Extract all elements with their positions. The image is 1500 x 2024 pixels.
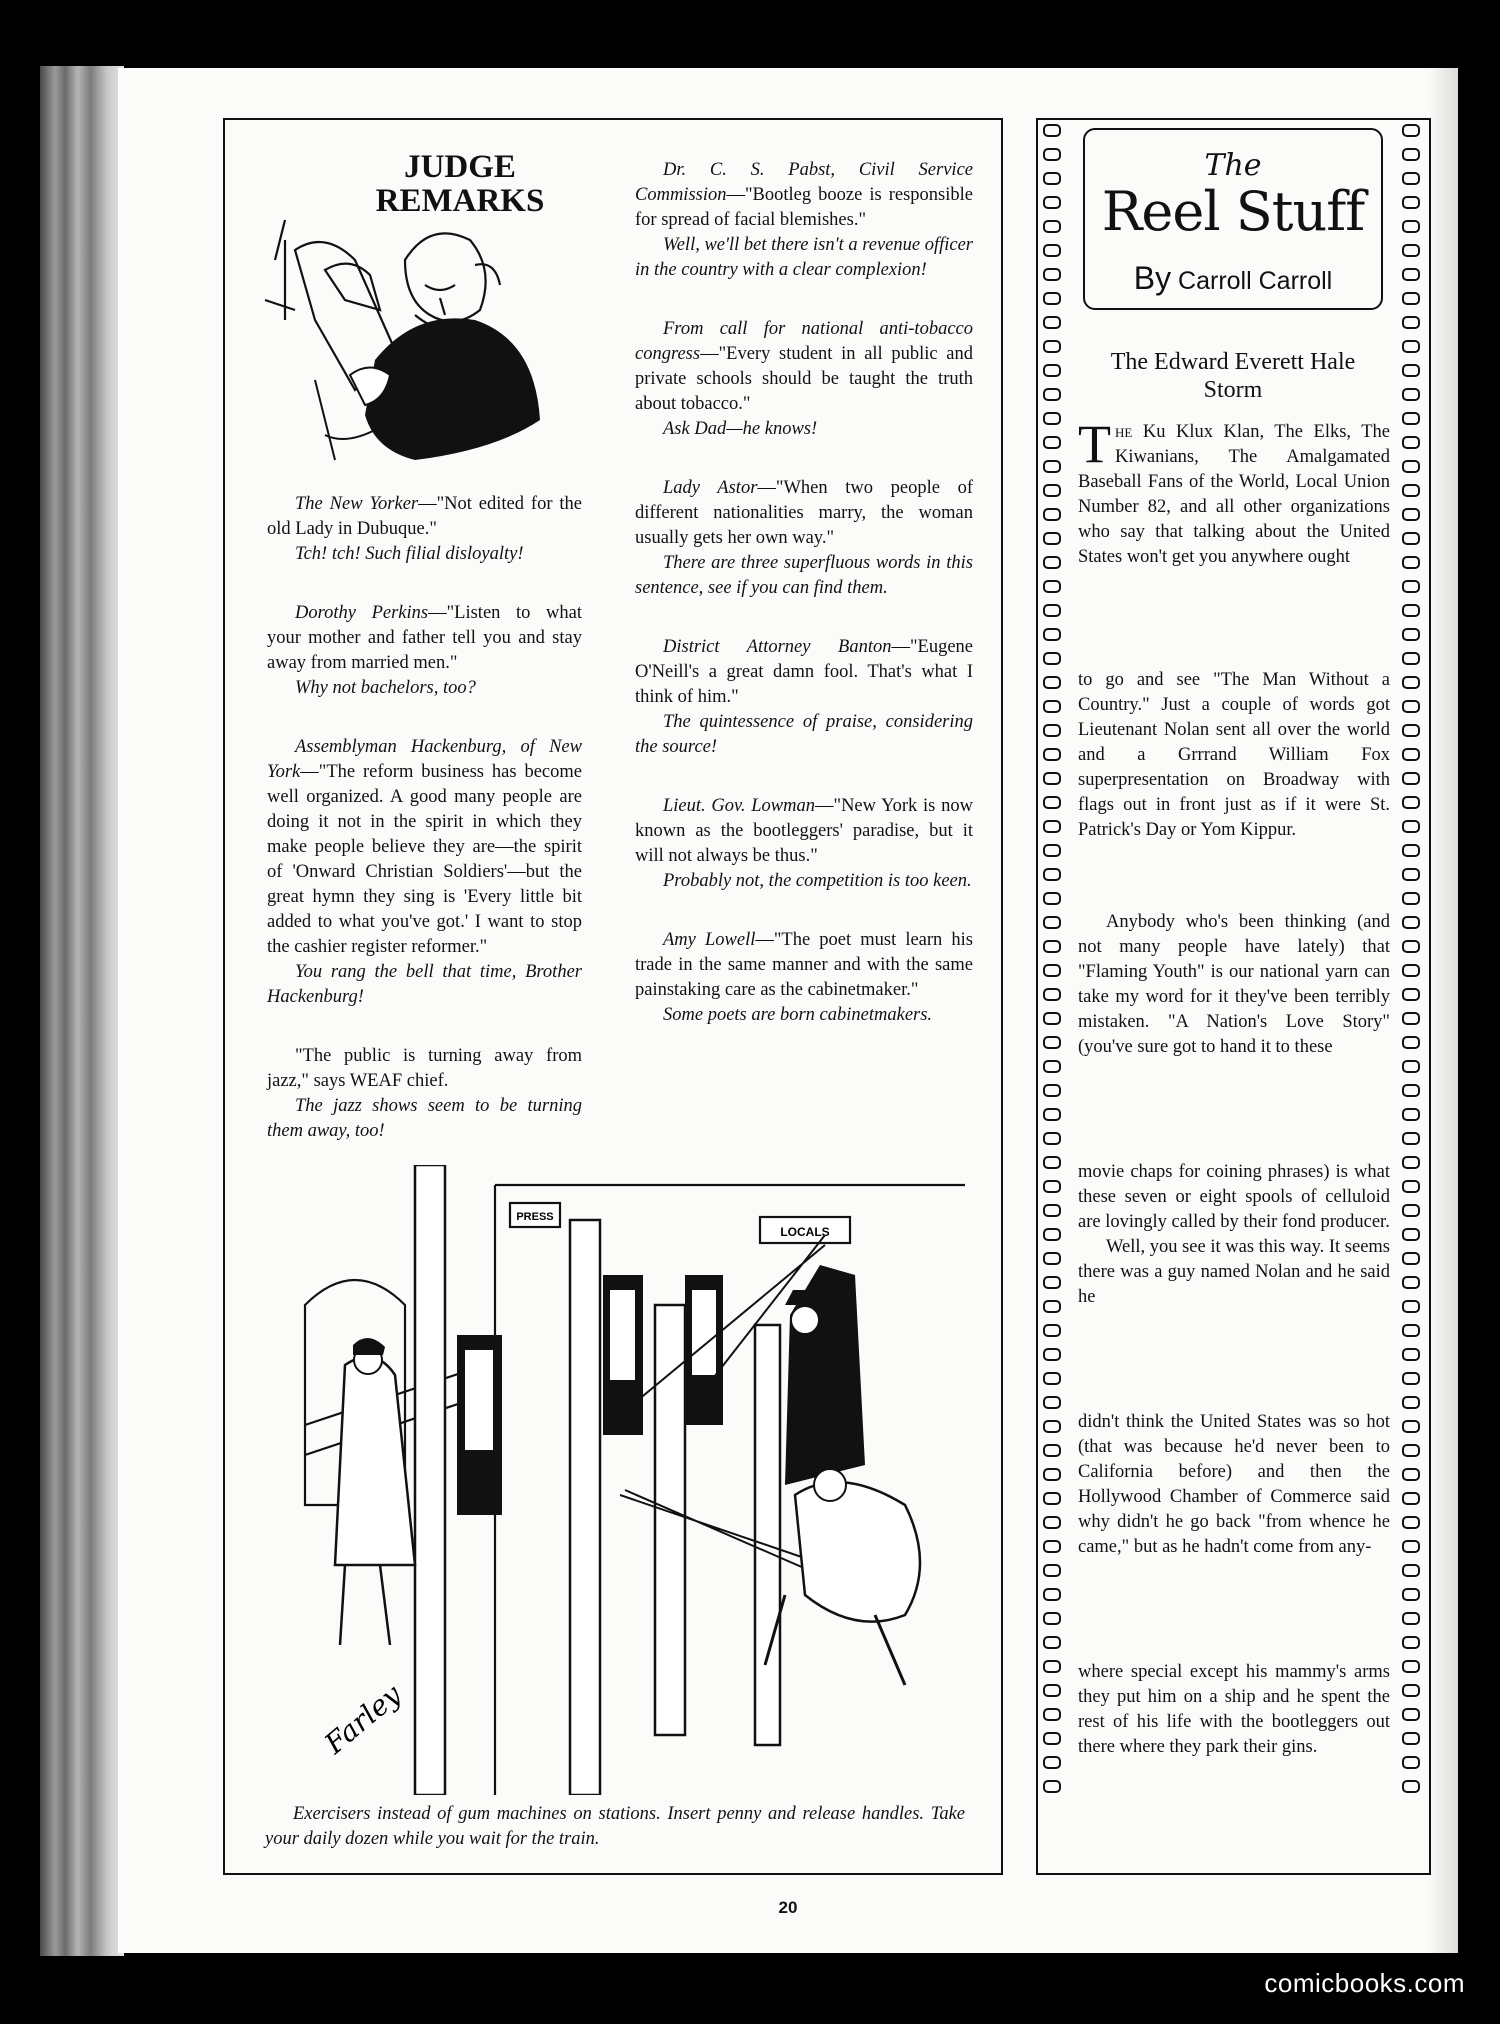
sprocket-hole xyxy=(1402,700,1420,713)
sprocket-hole xyxy=(1043,652,1061,665)
sprocket-hole xyxy=(1402,1228,1420,1241)
sprocket-hole xyxy=(1402,1396,1420,1409)
newspaper-reader-illustration xyxy=(255,200,555,480)
subway-exerciser-cartoon xyxy=(265,1165,965,1795)
sprocket-hole xyxy=(1402,868,1420,881)
sprocket-hole xyxy=(1043,556,1061,569)
sprocket-hole xyxy=(1402,508,1420,521)
sprocket-hole xyxy=(1402,316,1420,329)
remarks-column-1 xyxy=(267,492,582,1178)
sprocket-hole xyxy=(1402,1636,1420,1649)
sprocket-hole xyxy=(1402,1564,1420,1577)
sprocket-hole xyxy=(1043,964,1061,977)
article-block-2: to go and see "The Man Without a Country." Just a couple of words got Lieutenant Nolan sent all over the world and a Grrrand William Fox superpresentation on Broadway with flags out in front just as if it were St. Patrick's Day or Yom Kippur. xyxy=(1078,670,1390,840)
film-sprocket-holes-left xyxy=(1043,124,1065,1804)
sprocket-hole xyxy=(1043,1756,1061,1769)
sprocket-hole xyxy=(1402,1180,1420,1193)
sprocket-hole xyxy=(1402,1612,1420,1625)
remark-item: From call for national anti-tobacco congress—"Every student in all public and private schools should be taught the truth about tobacco." Ask Dad—he knows! xyxy=(635,319,973,439)
sprocket-hole xyxy=(1402,1204,1420,1217)
sprocket-hole xyxy=(1043,1684,1061,1697)
sprocket-hole xyxy=(1402,1108,1420,1121)
sprocket-hole xyxy=(1043,1204,1061,1217)
reel-stuff-box xyxy=(1036,118,1431,1875)
remark-item: Amy Lowell—"The poet must learn his trade in the same manner and with the same painstaking care as the cabinetmaker." Some poets are born cabinetmakers. xyxy=(635,930,973,1025)
sprocket-hole xyxy=(1043,1228,1061,1241)
sprocket-hole xyxy=(1402,748,1420,761)
remark-item: The New Yorker—"Not edited for the old Lady in Dubuque." Tch! tch! Such filial disloyalty! xyxy=(267,494,582,564)
sprocket-hole xyxy=(1402,220,1420,233)
sprocket-hole xyxy=(1043,196,1061,209)
sprocket-hole xyxy=(1402,532,1420,545)
sprocket-hole xyxy=(1402,148,1420,161)
sprocket-hole xyxy=(1402,1708,1420,1721)
sprocket-hole xyxy=(1402,652,1420,665)
sprocket-hole xyxy=(1402,1252,1420,1265)
sprocket-hole xyxy=(1402,1060,1420,1073)
sprocket-hole xyxy=(1043,148,1061,161)
sprocket-hole xyxy=(1043,412,1061,425)
sprocket-hole xyxy=(1402,1444,1420,1457)
sprocket-hole xyxy=(1402,364,1420,377)
sprocket-hole xyxy=(1043,1012,1061,1025)
author-name: Carroll Carroll xyxy=(1178,267,1333,295)
sprocket-hole xyxy=(1402,412,1420,425)
sprocket-hole xyxy=(1402,1588,1420,1601)
sprocket-hole xyxy=(1043,124,1061,137)
sprocket-hole xyxy=(1043,508,1061,521)
sprocket-hole xyxy=(1043,1516,1061,1529)
article-block-5: didn't think the United States was so hot (that was because he'd never been to California before) and then the Hollywood Chamber of Commerce said why didn't he go back "from whence he came," but as he hadn't come from any- xyxy=(1078,1412,1390,1557)
film-sprocket-holes-right xyxy=(1402,124,1424,1804)
sprocket-hole xyxy=(1043,628,1061,641)
sprocket-hole xyxy=(1043,772,1061,785)
sprocket-hole xyxy=(1402,436,1420,449)
remark-item: Lieut. Gov. Lowman—"New York is now known as the bootleggers' paradise, but it will not always be thus." Probably not, the competition is too keen. xyxy=(635,796,973,891)
sprocket-hole xyxy=(1402,1036,1420,1049)
sprocket-hole xyxy=(1043,724,1061,737)
sprocket-hole xyxy=(1402,1276,1420,1289)
sprocket-hole xyxy=(1402,772,1420,785)
sprocket-hole xyxy=(1402,676,1420,689)
judge-remarks-masthead: JUDGE REMARKS xyxy=(375,149,545,219)
sprocket-hole xyxy=(1402,460,1420,473)
sprocket-hole xyxy=(1402,964,1420,977)
sprocket-hole xyxy=(1402,580,1420,593)
sprocket-hole xyxy=(1402,1780,1420,1793)
sprocket-hole xyxy=(1043,580,1061,593)
sprocket-hole xyxy=(1402,1516,1420,1529)
sprocket-hole xyxy=(1402,1492,1420,1505)
sprocket-hole xyxy=(1043,244,1061,257)
sprocket-hole xyxy=(1043,268,1061,281)
article-block-3: Anybody who's been thinking (and not many people have lately) that "Flaming Youth" is our national yarn can take my word for it they've been terribly mistaken. "A Nation's Love Story" (you've sure got to hand it to these xyxy=(1078,912,1390,1057)
sprocket-hole xyxy=(1043,1348,1061,1361)
sprocket-hole xyxy=(1402,556,1420,569)
sprocket-hole xyxy=(1043,1588,1061,1601)
artist-signature: Farley xyxy=(318,1677,408,1761)
sprocket-hole xyxy=(1402,1420,1420,1433)
sprocket-hole xyxy=(1402,724,1420,737)
sprocket-hole xyxy=(1402,940,1420,953)
sprocket-hole xyxy=(1043,1180,1061,1193)
sprocket-hole xyxy=(1402,916,1420,929)
page-number: 20 xyxy=(778,1898,798,1917)
sprocket-hole xyxy=(1043,844,1061,857)
sprocket-hole xyxy=(1402,844,1420,857)
sprocket-hole xyxy=(1043,1780,1061,1793)
sprocket-hole xyxy=(1043,676,1061,689)
sprocket-hole xyxy=(1043,1060,1061,1073)
sprocket-hole xyxy=(1043,1084,1061,1097)
sprocket-hole xyxy=(1043,484,1061,497)
sprocket-hole xyxy=(1402,1756,1420,1769)
sprocket-hole xyxy=(1043,364,1061,377)
sprocket-hole xyxy=(1402,988,1420,1001)
sprocket-hole xyxy=(1043,172,1061,185)
byline: By Carroll Carroll xyxy=(1133,260,1333,296)
press-sign: PRESS xyxy=(516,1211,554,1223)
sprocket-hole xyxy=(1402,1540,1420,1553)
sprocket-hole xyxy=(1402,796,1420,809)
sprocket-hole xyxy=(1402,172,1420,185)
sprocket-hole xyxy=(1043,604,1061,617)
sprocket-hole xyxy=(1043,1036,1061,1049)
sprocket-hole xyxy=(1043,748,1061,761)
judge-remarks-box xyxy=(223,118,1003,1875)
sprocket-hole xyxy=(1043,1468,1061,1481)
sprocket-hole xyxy=(1043,916,1061,929)
sprocket-hole xyxy=(1043,532,1061,545)
remark-item: District Attorney Banton—"Eugene O'Neill's a great damn fool. That's what I think of him." The quintessence of praise, considering the source! xyxy=(635,637,973,757)
article-block-6: where special except his mammy's arms they put him on a ship and he spent the rest of his life with the bootleggers out there where they park their gins. xyxy=(1078,1662,1390,1757)
sprocket-hole xyxy=(1043,1612,1061,1625)
sprocket-hole xyxy=(1402,1132,1420,1145)
sprocket-hole xyxy=(1043,220,1061,233)
sprocket-hole xyxy=(1043,892,1061,905)
sprocket-hole xyxy=(1402,340,1420,353)
sprocket-hole xyxy=(1043,700,1061,713)
sprocket-hole xyxy=(1043,436,1061,449)
sprocket-hole xyxy=(1402,1156,1420,1169)
remarks-column-2 xyxy=(635,158,973,1062)
sprocket-hole xyxy=(1043,868,1061,881)
sprocket-hole xyxy=(1043,460,1061,473)
reel-stuff-title-box xyxy=(1083,128,1383,310)
title-the: The xyxy=(1204,148,1262,183)
sprocket-hole xyxy=(1402,1684,1420,1697)
sprocket-hole xyxy=(1043,1132,1061,1145)
sprocket-hole xyxy=(1043,1444,1061,1457)
sprocket-hole xyxy=(1402,388,1420,401)
article-block-1: The Ku Klux Klan, The Elks, The Kiwanians, The Amalgamated Baseball Fans of the World, Local Union Number 82, and all other organizations who say that talking about the United States won't get you anywhere ought xyxy=(1078,414,1390,567)
sprocket-hole xyxy=(1043,1156,1061,1169)
sprocket-hole xyxy=(1043,1300,1061,1313)
sprocket-hole xyxy=(1402,1324,1420,1337)
sprocket-hole xyxy=(1043,1252,1061,1265)
sprocket-hole xyxy=(1043,1708,1061,1721)
sprocket-hole xyxy=(1402,1012,1420,1025)
sprocket-hole xyxy=(1043,1492,1061,1505)
sprocket-hole xyxy=(1402,484,1420,497)
sprocket-hole xyxy=(1402,1348,1420,1361)
cartoon-caption: Exercisers instead of gum machines on stations. Insert penny and release handles. Take your daily dozen while you wait for the train. xyxy=(265,1804,965,1849)
sprocket-hole xyxy=(1402,1660,1420,1673)
sprocket-hole xyxy=(1402,124,1420,137)
remark-item: Dr. C. S. Pabst, Civil Service Commission—"Bootleg booze is responsible for spread of facial blemishes." Well, we'll bet there isn't a revenue officer in the country with a clear complexion! xyxy=(635,160,974,280)
sprocket-hole xyxy=(1043,1276,1061,1289)
sprocket-hole xyxy=(1043,988,1061,1001)
locals-sign: LOCALS xyxy=(780,1225,830,1239)
sprocket-hole xyxy=(1402,1372,1420,1385)
sprocket-hole xyxy=(1043,1372,1061,1385)
sprocket-hole xyxy=(1043,292,1061,305)
sprocket-hole xyxy=(1043,316,1061,329)
sprocket-hole xyxy=(1043,1420,1061,1433)
sprocket-hole xyxy=(1043,820,1061,833)
sprocket-hole xyxy=(1043,1540,1061,1553)
remark-item: Lady Astor—"When two people of different nationalities marry, the woman usually gets her own way." There are three superfluous words in this sentence, see if you can find them. xyxy=(635,478,973,598)
sprocket-hole xyxy=(1402,268,1420,281)
sprocket-hole xyxy=(1043,1108,1061,1121)
sprocket-hole xyxy=(1402,1084,1420,1097)
sprocket-hole xyxy=(1043,1660,1061,1673)
remark-item: "The public is turning away from jazz," says WEAF chief. The jazz shows seem to be turning them away, too! xyxy=(267,1046,582,1141)
article-block-4: movie chaps for coining phrases) is what these seven or eight spools of celluloid are lovingly called by their fond producer. Well, you see it was this way. It seems there was a guy named Nolan and he said he xyxy=(1078,1162,1391,1307)
sprocket-hole xyxy=(1402,820,1420,833)
sprocket-hole xyxy=(1043,388,1061,401)
sprocket-hole xyxy=(1043,1324,1061,1337)
sprocket-hole xyxy=(1402,628,1420,641)
sprocket-hole xyxy=(1402,1300,1420,1313)
sprocket-hole xyxy=(1043,340,1061,353)
site-watermark: comicbooks.com xyxy=(1264,1968,1465,1998)
sprocket-hole xyxy=(1402,892,1420,905)
sprocket-hole xyxy=(1043,1564,1061,1577)
remark-item: Dorothy Perkins—"Listen to what your mother and father tell you and stay away from married men." Why not bachelors, too? xyxy=(267,603,582,698)
book-page-edges xyxy=(40,66,124,1956)
sprocket-hole xyxy=(1402,196,1420,209)
magazine-page xyxy=(118,68,1458,1953)
title-reel-stuff: Reel Stuff xyxy=(1101,180,1365,243)
sprocket-hole xyxy=(1043,1732,1061,1745)
sprocket-hole xyxy=(1402,292,1420,305)
article-headline: The Edward Everett Hale Storm xyxy=(1110,349,1356,403)
sprocket-hole xyxy=(1402,604,1420,617)
sprocket-hole xyxy=(1402,1468,1420,1481)
sprocket-hole xyxy=(1402,244,1420,257)
sprocket-hole xyxy=(1043,1636,1061,1649)
sprocket-hole xyxy=(1043,1396,1061,1409)
drop-cap: T xyxy=(1078,414,1111,474)
sprocket-hole xyxy=(1043,940,1061,953)
sprocket-hole xyxy=(1043,796,1061,809)
sprocket-hole xyxy=(1402,1732,1420,1745)
remark-item: Assemblyman Hackenburg, of New York—"The reform business has become well organized. A good many people are doing it not in the spirit in which they make people believe they are—the spirit of 'Onward Christian Soldiers'—but the great hymn they sing is 'Every little bit added to what you've got.' I want to stop the cashier register reformer." You rang the bell that time, Brother Hackenburg! xyxy=(267,737,582,1007)
